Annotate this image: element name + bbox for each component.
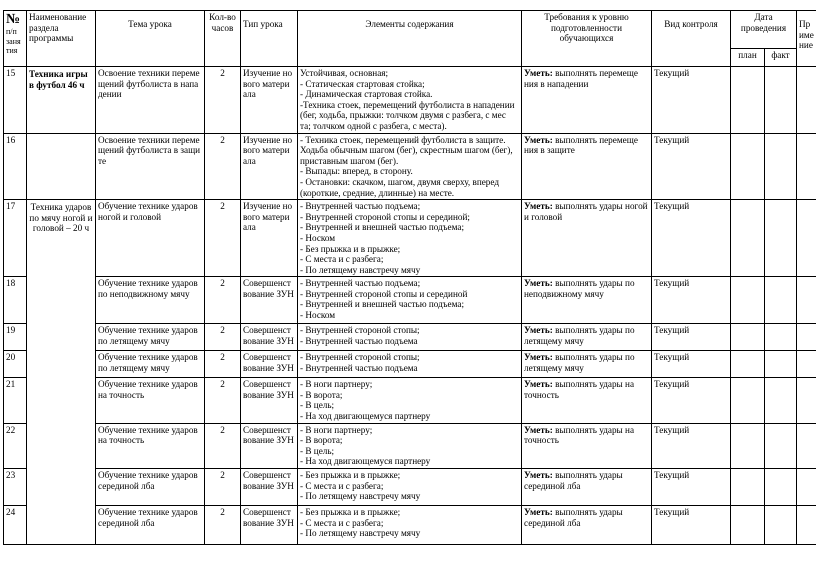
lesson-hours: 2 (205, 67, 241, 134)
control-type: Текущий (652, 277, 731, 324)
requirement-label: Уметь: (524, 68, 553, 78)
lesson-type: Совершенст вование ЗУН (241, 378, 298, 423)
lesson-requirements (522, 324, 652, 351)
lesson-type: Совершенст вование ЗУН (241, 423, 298, 468)
content-line: - В ворота; (300, 389, 343, 400)
requirement-text: выполнять удары по летящему мячу (524, 325, 635, 346)
lesson-content (298, 378, 522, 423)
note (797, 506, 816, 545)
content-line: - Статическая стартовая стойка; (300, 78, 425, 89)
content-line: приставным шагом (бег). (300, 155, 399, 166)
requirement-text: выполнять удары ногой и головой (524, 201, 648, 222)
lesson-type: Изучение но вого матери ала (241, 67, 298, 134)
date-fact (765, 324, 797, 351)
header-requirements: Требования к уровню подготовленности обучающихся (522, 11, 652, 67)
requirement-text: выполнять перемеще ния в нападении (524, 68, 638, 89)
lesson-type: Совершенст вование ЗУН (241, 506, 298, 545)
lesson-topic: Обучение технике ударов по неподвижному мячу (96, 277, 205, 324)
row-number: 23 (4, 469, 27, 506)
control-type: Текущий (652, 351, 731, 378)
header-hours: Кол-во часов (205, 11, 241, 67)
header-note: Приме ние (797, 11, 816, 67)
section-empty (27, 133, 96, 200)
table-row (4, 324, 816, 351)
control-type: Текущий (652, 200, 731, 277)
lesson-topic: Обучение технике ударов ногой и головой (96, 200, 205, 277)
requirement-text: выполнять перемеще ния в защите (524, 134, 638, 156)
requirement-text: выполнять удары на точность (524, 424, 635, 446)
header-section: Наименование раздела программы (27, 11, 96, 67)
lesson-topic: Обучение технике ударов серединой лба (96, 469, 205, 506)
content-line: - По летящему навстречу мячу (300, 491, 421, 502)
requirement-label: Уметь: (524, 325, 553, 336)
lesson-content (298, 324, 522, 351)
lesson-topic: Обучение технике ударов по летящему мячу (96, 351, 205, 378)
lesson-topic: Обучение технике ударов на точность (96, 423, 205, 468)
date-fact (765, 469, 797, 506)
lesson-plan-table (3, 10, 816, 545)
content-line: - В ворота; (300, 435, 343, 446)
lesson-hours: 2 (205, 200, 241, 277)
requirement-text: выполнять удары по неподвижному мячу (524, 278, 635, 299)
table-row (4, 200, 816, 277)
date-plan (731, 67, 765, 134)
requirement-label: Уметь: (524, 424, 553, 435)
lesson-topic: Обучение технике ударов серединой лба (96, 506, 205, 545)
header-content: Элементы содержания (298, 11, 522, 67)
date-plan (731, 378, 765, 423)
lesson-requirements (522, 133, 652, 200)
header-topic: Тема урока (96, 11, 205, 67)
row-number: 19 (4, 324, 27, 351)
date-fact (765, 423, 797, 468)
lesson-requirements (522, 67, 652, 134)
date-fact (765, 506, 797, 545)
content-line: Устойчивая, основная; (300, 68, 389, 78)
note (797, 324, 816, 351)
content-line: - В ноги партнеру; (300, 379, 373, 390)
content-line: - Динамическая стартовая стойка. (300, 89, 433, 100)
date-plan (731, 351, 765, 378)
header-number-sub: п/п заня тия (6, 27, 21, 55)
row-number: 16 (4, 133, 27, 200)
row-number: 22 (4, 423, 27, 468)
row-number: 24 (4, 506, 27, 545)
content-line: - Внутренней стороной стопы; (300, 352, 420, 363)
control-type: Текущий (652, 67, 731, 134)
lesson-requirements (522, 469, 652, 506)
requirement-label: Уметь: (524, 278, 553, 289)
note (797, 133, 816, 200)
table-row (4, 469, 816, 506)
table-row (4, 133, 816, 200)
lesson-topic: Освоение техники переме щений футболиста в напа дении (96, 67, 205, 134)
lesson-hours: 2 (205, 133, 241, 200)
content-line: - По летящему навстречу мячу (300, 264, 421, 275)
content-line: - Остановки: скачком, шагом, двумя сверху, вперед (300, 176, 500, 187)
requirement-label: Уметь: (524, 379, 553, 390)
requirement-text: выполнять удары на точность (524, 379, 635, 400)
date-fact (765, 67, 797, 134)
content-line: - Внутренней частью подъема; (300, 278, 421, 289)
date-fact (765, 133, 797, 200)
row-number: 20 (4, 351, 27, 378)
requirement-label: Уметь: (524, 201, 553, 212)
content-line: - Внутренней и внешней частью подъема; (300, 299, 465, 310)
content-line: - Без прыжка и в прыжке; (300, 470, 401, 481)
date-fact (765, 200, 797, 277)
header-type: Тип урока (241, 11, 298, 67)
content-line: - Внутренней стороной стопы и серединой; (300, 211, 470, 222)
content-line: - Внутренней частью подъема (300, 362, 418, 373)
date-fact (765, 351, 797, 378)
lesson-hours: 2 (205, 469, 241, 506)
lesson-type: Совершенст вование ЗУН (241, 324, 298, 351)
date-plan (731, 277, 765, 324)
lesson-hours: 2 (205, 423, 241, 468)
lesson-topic: Освоение техники переме щений футболиста в защи те (96, 133, 205, 200)
date-plan (731, 133, 765, 200)
date-fact (765, 277, 797, 324)
content-line: - Внутренней стороной стопы; (300, 325, 420, 336)
date-fact (765, 378, 797, 423)
row-number: 18 (4, 277, 27, 324)
table-row (4, 277, 816, 324)
note (797, 67, 816, 134)
lesson-plan-table-wrapper (3, 10, 816, 545)
header-date: Дата проведения (731, 11, 797, 49)
note (797, 200, 816, 277)
lesson-hours: 2 (205, 324, 241, 351)
lesson-content (298, 200, 522, 277)
content-line: - По летящему навстречу мячу (300, 528, 421, 539)
content-line: (короткие, средние, длинные) на месте. (300, 187, 455, 198)
lesson-requirements (522, 506, 652, 545)
lesson-content (298, 469, 522, 506)
lesson-requirements (522, 378, 652, 423)
note (797, 351, 816, 378)
row-number: 21 (4, 378, 27, 423)
note (797, 378, 816, 423)
lesson-type: Изучение но вого матери ала (241, 200, 298, 277)
content-line: - Техника стоек, перемещений футболиста в защите. (300, 134, 506, 145)
lesson-requirements (522, 200, 652, 277)
content-line: - С места и с разбега; (300, 254, 384, 265)
lesson-hours: 2 (205, 506, 241, 545)
note (797, 277, 816, 324)
lesson-requirements (522, 423, 652, 468)
content-line: - Внутренней частью подъема; (300, 201, 421, 212)
lesson-content (298, 133, 522, 200)
content-line: - С места и с разбега; (300, 517, 384, 528)
content-line: -Техника стоек, перемещений футболиста в нападении (300, 99, 515, 110)
content-line: - В ноги партнеру; (300, 424, 373, 435)
lesson-hours: 2 (205, 351, 241, 378)
header-fact: факт (765, 49, 797, 67)
lesson-requirements (522, 351, 652, 378)
control-type: Текущий (652, 469, 731, 506)
requirement-label: Уметь: (524, 470, 553, 481)
content-line: - Без прыжка и в прыжке; (300, 507, 401, 518)
note (797, 469, 816, 506)
date-plan (731, 469, 765, 506)
content-line: - Выпады: вперед, в сторону. (300, 166, 413, 177)
control-type: Текущий (652, 324, 731, 351)
row-number: 17 (4, 200, 27, 277)
lesson-requirements (522, 277, 652, 324)
lesson-content (298, 506, 522, 545)
table-row (4, 351, 816, 378)
date-plan (731, 200, 765, 277)
lesson-type: Изучение но вого матери ала (241, 133, 298, 200)
date-plan (731, 506, 765, 545)
lesson-content (298, 277, 522, 324)
section-name: Техника ударов по мячу ногой и головой – 20 ч (27, 200, 96, 545)
table-row (4, 67, 816, 134)
content-line: - В цель; (300, 445, 335, 456)
table-row (4, 506, 816, 545)
lesson-type: Совершенст вование ЗУН (241, 469, 298, 506)
content-line: (бег, ходьба, прыжки: толчком двумя с разбега, с мес (300, 110, 506, 121)
requirement-label: Уметь: (524, 134, 553, 145)
content-line: та; толчком одной с разбега, с места). (300, 120, 447, 131)
lesson-type: Совершенст вование ЗУН (241, 351, 298, 378)
content-line: - С места и с разбега; (300, 480, 384, 491)
row-number: 15 (4, 67, 27, 134)
content-line: - Внутренней стороной стопы и серединой (300, 288, 468, 299)
lesson-hours: 2 (205, 378, 241, 423)
requirement-label: Уметь: (524, 507, 553, 518)
requirement-text: выполнять удары по летящему мячу (524, 352, 635, 373)
content-line: - На ход двигающемуся партнеру (300, 456, 431, 467)
lesson-content (298, 67, 522, 134)
content-line: - Внутренней и внешней частью подъема; (300, 222, 465, 233)
content-line: Ходьба обычным шагом (бег), скрестным шагом (бег), (300, 145, 513, 156)
content-line: - Внутренней частью подъема (300, 335, 418, 346)
lesson-content (298, 423, 522, 468)
table-row (4, 423, 816, 468)
header-number (4, 11, 27, 67)
note (797, 423, 816, 468)
control-type: Текущий (652, 506, 731, 545)
control-type: Текущий (652, 378, 731, 423)
requirement-text: выполнять удары серединой лба (524, 507, 623, 528)
control-type: Текущий (652, 423, 731, 468)
lesson-type: Совершенст вование ЗУН (241, 277, 298, 324)
date-plan (731, 324, 765, 351)
content-line: - Без прыжка и в прыжке; (300, 243, 401, 254)
control-type: Текущий (652, 133, 731, 200)
lesson-content (298, 351, 522, 378)
requirement-label: Уметь: (524, 352, 553, 363)
content-line: - Носком (300, 232, 336, 243)
lesson-hours: 2 (205, 277, 241, 324)
content-line: - В цель; (300, 400, 335, 411)
header-control: Вид контроля (652, 11, 731, 67)
table-row (4, 378, 816, 423)
content-line: - На ход двигающемуся партнеру (300, 411, 431, 422)
content-line: - Носком (300, 310, 336, 321)
requirement-text: выполнять удары серединой лба (524, 470, 623, 491)
lesson-topic: Обучение технике ударов на точность (96, 378, 205, 423)
section-name: Техника игры в футбол 46 ч (27, 67, 96, 134)
header-number-sign: № (6, 12, 21, 27)
date-plan (731, 423, 765, 468)
lesson-topic: Обучение технике ударов по летящему мячу (96, 324, 205, 351)
header-plan: план (731, 49, 765, 67)
